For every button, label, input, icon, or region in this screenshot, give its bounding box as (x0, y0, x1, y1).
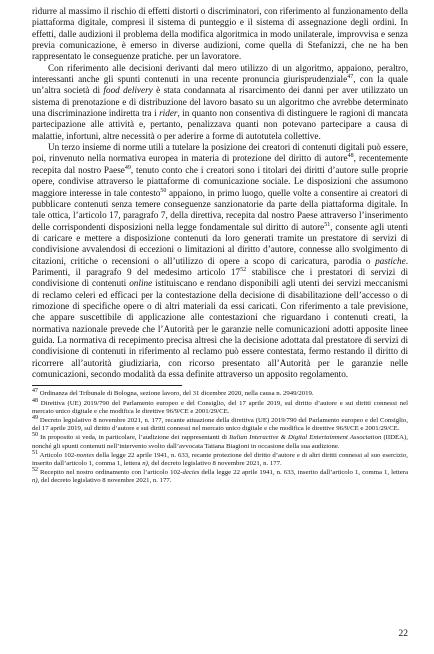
text-run: , in quanto non consentiva di distinguere le ragioni di mancata partecipazione alle attività e, pertanto, penalizzava quanti non potevano partecipare a causa di malattie, infortuni, altre necessità o per aderire a forme di autotutela collettive. (32, 108, 408, 141)
footnote (32, 434, 408, 450)
text-run: è stata condannata al risarcimento dei danni per aver utilizzato un sistema di prenotazione e di distribuzione del lavoro basato su un algoritmo che avrebbe determinato una discriminazione indiretta tra i (32, 85, 408, 119)
text-run: Con riferimento alle decisioni derivanti dal mero utilizzo di un algoritmo, appaiono, peraltro, interessanti anche gli spunti contenuti in una recente pronuncia giurisprudenziale (32, 62, 408, 85)
text-run: , del decreto legislativo 8 novembre 2021, n. 177. (37, 477, 172, 485)
footnote-ref: 52 (32, 466, 38, 473)
text-run: appaiono, in primo luogo, quelle volte a consentire ai creatori di pubblicare contenuti senza temere conseguenze sanzionatorie da parte della piattaforma digitale. In tale ottica, l’articolo 17, paragrafo 7, della direttiva, recepita dal nostro Paese attraverso l’inserimento delle corrispondenti disposizioni nella legge fondamentale sul diritto di autore (32, 187, 408, 232)
paragraph (32, 6, 408, 63)
text-run: Direttiva (UE) 2019/790 del Parlamento europeo e del Consiglio, del 17 aprile 2019, sul diritto d’autore e sui diritti connessi nel mercato unico digitale e che modifica le direttive 96/9/CE e 2001/29/CE. (32, 399, 408, 415)
footnote-separator (32, 385, 182, 386)
text-run: stabilisce che i prestatori di servizi di condivisione di contenuti (32, 266, 408, 289)
footnote-ref: 49 (124, 164, 131, 171)
paragraph (32, 63, 408, 142)
italic-text: rider (159, 108, 178, 119)
text-run: Decreto legislativo 8 novembre 2021, n. 177, recante attuazione della direttiva (UE) 2019/790 del Parlamento europeo e del Consiglio, del 17 aprile 2019, sul diritto d’autore e sui diritti connessi nel mercato unico digitale e che modifica le direttive 96/9/CE e 2001/29/CE. (32, 416, 408, 433)
footnote-ref: 48 (32, 397, 38, 404)
italic-text: n) (32, 477, 38, 485)
text-run: (IIDEA), nonché gli spunti contenuti nell’intervento svolto dall’avvocata Tatiana Biagioni in occasione della sua audizione. (32, 434, 408, 450)
text-run: Un terzo insieme di norme utili a tutelare la posizione dei creatori di contenuti digitali può essere, poi, rinvenuto nella normativa europea in materia di protezione del diritto di autore (32, 142, 408, 164)
text-run: , recentemente recepita dal nostro Paese (32, 153, 409, 175)
footnotes (32, 390, 408, 485)
italic-text: decies (182, 469, 200, 477)
footnote-ref: 47 (32, 388, 38, 395)
footnote-ref: 50 (160, 187, 167, 194)
italic-text: n) (142, 459, 148, 467)
text-run: Recepito nel nostro ordinamento con l’articolo 102- (38, 469, 183, 477)
text-run: istituiscano e rendano disponibili agli utenti dei servizi meccanismi di reclamo celeri ed efficaci per la contestazione della decisione di disabilitazione dell’accesso o di rimozione di specifiche opere o di altri materiali da essi caricati. Con riferimento a tale previsione, che appare suscettibile di applicazione alle contestazioni che riguardano i contenuti creati, la normativa nazionale prevede che l’Autorità per le garanzie nelle comunicazioni adotti apposite linee guida. La normativa di recepimento precisa altresì che la decisione adottata dal prestatore di servizi di condivisione di contenuti in riferimento al reclamo può essere contestata, fermo restando il diritto di ricorrere all’autorità giudiziaria, con ricorso presentato all’Autorità per le garanzie nelle comunicazioni, secondo modalità da essa definite attraverso un apposito regolamento. (32, 278, 408, 379)
footnote-ref: 49 (32, 414, 38, 421)
italic-text: online (129, 278, 153, 289)
document-page (32, 6, 408, 487)
text-run: . Parimenti, il paragrafo 9 del medesimo articolo 17 (32, 255, 408, 277)
footnote-ref: 52 (240, 266, 247, 273)
italic-text: pastiche (375, 255, 406, 266)
footnote-ref: 50 (32, 432, 38, 439)
text-run: della legge 22 aprile 1941, n. 633, recante protezione del diritto d’autore e di altri diritti connessi al suo esercizio, inserito dall’articolo 1, comma 1, lettera (32, 451, 408, 467)
italic-text: Italian Interactive & Digital Entertainment Association (229, 434, 382, 442)
text-run: ridurre al massimo il rischio di effetti distorti o discriminatori, con riferimento al funzionamento della piattaforma digitale, compresi il sistema di punteggio e il sistema di assegnazione degli ordini. In effetti, dalle audizioni il problema della modifica algoritmica in modo unilaterale, improvvisa e senza previa comunicazione, è emerso in diverse audizioni, come quella di Stefanizzi, che ne ha ben rappresentato le conseguenze pratiche. per un lavoratore. (32, 6, 408, 62)
text-run: , del decreto legislativo 8 novembre 2021, n. 177. (147, 459, 282, 467)
footnote (32, 390, 408, 398)
footnote (32, 466, 408, 485)
text-run: , consente agli utenti di caricare e mettere a disposizione contenuti da loro generati tramite un prestatore di servizi di condivisione avvalendosi di eccezioni o limitazioni al diritto d’autore, connesse allo svolgimento di citazioni, critiche o recensioni o all’utilizzo di opere a scopo di caricatura, parodia o (32, 221, 408, 266)
body-text (32, 6, 408, 380)
footnote-ref: 48 (347, 153, 354, 160)
footnote-ref: 51 (324, 221, 331, 228)
footnote (32, 414, 408, 433)
footnote-ref: 47 (347, 74, 354, 80)
italic-text: food delivery (103, 85, 153, 96)
paragraph (32, 142, 408, 380)
text-run: della legge 22 aprile 1941, n. 633, inserito dall’articolo 1, comma 1, lettera (199, 469, 408, 477)
text-run: , tenuto conto che i creatori sono i titolari dei diritti d’autore sulle proprie opere, condivise attraverso le piattaforme di comunicazione sociale. Le disposizioni che assumono maggiore interesse in tale contesto (32, 164, 408, 198)
page-number: 22 (398, 629, 408, 639)
text-run: In proposito si veda, in particolare, l’audizione dei rappresentanti di (38, 434, 230, 442)
footnote (32, 397, 408, 416)
text-run: Articolo 102- (38, 451, 77, 459)
footnote-ref: 51 (32, 449, 38, 456)
text-run: , con la quale un’altra società di (32, 74, 409, 96)
footnote (32, 449, 408, 468)
italic-text: nonies (76, 451, 95, 459)
text-run: Ordinanza del Tribunale di Bologna, sezione lavoro, del 31 dicembre 2020, nella causa n. 2949/2019. (38, 390, 314, 398)
